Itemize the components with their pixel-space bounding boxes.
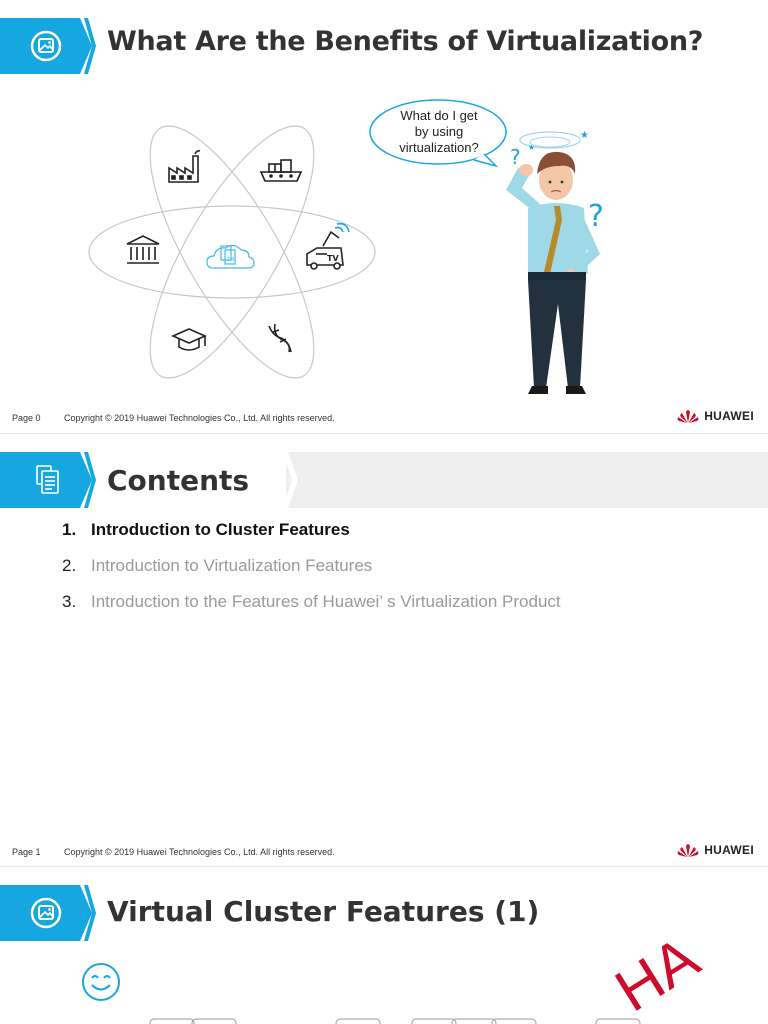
svg-text:TV: TV [327,254,339,263]
huawei-logo-icon [676,408,700,424]
ha-watermark: HA [603,923,711,1024]
toc-item[interactable] [62,520,350,540]
page-title: Virtual Cluster Features (1) [107,895,540,928]
svg-text:★: ★ [580,130,589,141]
page-title: Contents [107,464,250,497]
page-number: Page 0 [12,413,41,423]
huawei-logo-icon [676,842,700,858]
slide-benefits [0,0,768,433]
slide-contents [0,433,768,866]
title-bar-background [286,452,768,508]
page-title: What Are the Benefits of Virtualization? [107,26,704,57]
toc-item[interactable] [62,592,561,612]
brand-text: HUAWEI [704,409,754,423]
slide-virtual-cluster [0,866,768,1024]
slide-footer [12,409,754,428]
confused-man-illustration [488,124,612,396]
huawei-brand [676,408,754,424]
atom-diagram [85,120,381,384]
slide-footer [12,843,754,862]
bubble-line: virtualization? [399,140,479,155]
title-bar-notch [282,452,300,508]
svg-text:★: ★ [528,143,536,152]
page-number: Page 1 [12,847,41,857]
bank-icon [127,236,159,263]
bubble-line: by using [414,124,464,139]
bubble-text [372,108,506,156]
toc-label: Introduction to Virtualization Features [91,556,373,575]
title-badge [0,452,96,508]
toc-number: 3. [62,592,77,611]
dna-icon [269,324,291,352]
toc-label: Introduction to Cluster Features [91,520,350,539]
graduation-cap-icon [173,329,205,350]
title-badge [0,18,96,74]
cloud-icon [207,245,254,268]
ship-icon [261,160,301,181]
copyright-text: Copyright © 2019 Huawei Technologies Co., Ltd. All rights reserved. [64,413,335,423]
copyright-text: Copyright © 2019 Huawei Technologies Co., Ltd. All rights reserved. [64,847,335,857]
brand-text: HUAWEI [704,843,754,857]
tv-van-icon [307,224,349,269]
svg-text:?: ? [510,145,521,169]
huawei-brand [676,842,754,858]
title-badge [0,885,96,941]
bubble-line: What do I get [400,108,478,123]
svg-text:?: ? [588,199,604,234]
toc-number: 1. [62,520,77,539]
factory-icon [169,151,200,182]
svg-text:TM: TM [227,257,235,263]
cluster-boxes-partial [140,1015,660,1024]
toc-label: Introduction to the Features of Huawei’ s Virtualization Product [91,592,561,611]
toc-number: 2. [62,556,77,575]
toc-item[interactable] [62,556,372,576]
smiley-icon [80,961,122,1003]
